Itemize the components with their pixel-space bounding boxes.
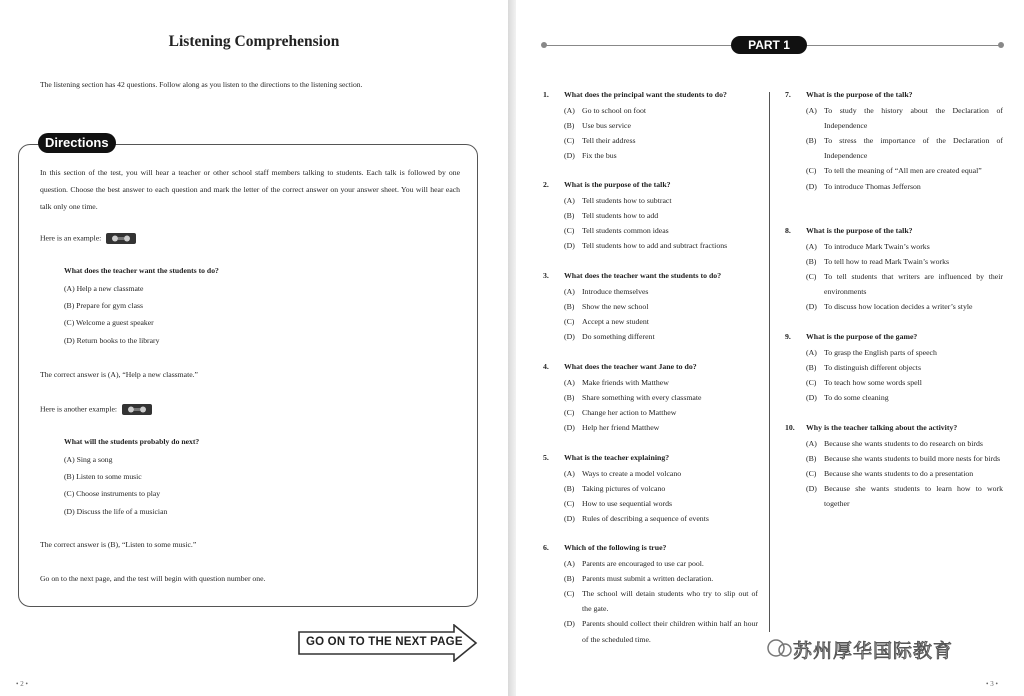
answer-option[interactable] xyxy=(564,481,758,496)
option-letter: (B) xyxy=(806,136,817,146)
page-title: Listening Comprehension xyxy=(168,33,340,50)
option-letter: (D) xyxy=(806,393,817,403)
answer-option[interactable] xyxy=(806,481,1003,511)
answer-options xyxy=(543,375,758,435)
option-letter: (B) xyxy=(564,302,575,312)
option-letter: (D) xyxy=(564,332,575,342)
option-text: Because she wants students to do a presentation xyxy=(824,469,974,479)
question-stem: What does the principal want the students to do? xyxy=(564,90,727,99)
option-text: Change her action to Matthew xyxy=(582,408,677,418)
option-letter: (A) xyxy=(806,242,817,252)
option-text: Use bus service xyxy=(582,121,631,131)
option-text: Taking pictures of volcano xyxy=(582,484,666,494)
question-block xyxy=(785,330,1003,405)
option-text: How to use sequential words xyxy=(582,499,673,509)
option-text: Tell their address xyxy=(582,136,636,146)
answer-options xyxy=(543,193,758,253)
go-on-instruction: Go on to the next page, and the test will begin with question number one. xyxy=(40,574,266,583)
option-text: Parents should collect their children within half an hour of the scheduled time. xyxy=(582,619,758,644)
answer-options xyxy=(543,556,758,647)
option-text: Show the new school xyxy=(582,302,649,312)
example-label: Here is an example: xyxy=(40,232,137,245)
example-option: (D) Discuss the life of a musician xyxy=(64,506,168,516)
answer-option[interactable] xyxy=(564,390,758,405)
example-label: Here is another example: xyxy=(40,403,153,416)
option-text: Introduce themselves xyxy=(582,287,649,297)
answer-option[interactable] xyxy=(806,254,1003,269)
answer-option[interactable] xyxy=(806,466,1003,481)
answer-option[interactable] xyxy=(806,133,1003,163)
option-letter: (A) xyxy=(564,469,575,479)
question-number: 2. xyxy=(543,180,549,189)
question-stem: What is the purpose of the talk? xyxy=(806,90,913,99)
option-text: Because she wants students to build more nests for birds xyxy=(824,454,1001,464)
option-text: The school will detain students who try to slip out of the gate. xyxy=(582,589,758,614)
answer-options xyxy=(543,103,758,163)
question-stem: What is the purpose of the talk? xyxy=(564,180,671,189)
question-number: 4. xyxy=(543,362,549,371)
answer-options xyxy=(785,436,1003,511)
book-gutter xyxy=(508,0,516,696)
answer-option[interactable] xyxy=(806,299,1003,314)
question-text xyxy=(543,360,758,375)
option-text: To tell how to read Mark Twain’s works xyxy=(824,257,950,267)
answer-option[interactable] xyxy=(564,405,758,420)
option-letter: (B) xyxy=(564,211,575,221)
answer-option[interactable] xyxy=(806,239,1003,254)
answer-options xyxy=(543,284,758,344)
answer-options xyxy=(785,345,1003,405)
question-text xyxy=(543,451,758,466)
answer-option[interactable] xyxy=(806,375,1003,390)
answer-options xyxy=(785,103,1003,194)
intro-text: The listening section has 42 questions. Follow along as you listen to the directions to the listening section. xyxy=(40,80,363,89)
answer-option[interactable] xyxy=(564,466,758,481)
answer-option[interactable] xyxy=(564,193,758,208)
question-number: 9. xyxy=(785,332,791,341)
question-number: 5. xyxy=(543,453,549,462)
page-number: • 3 • xyxy=(986,680,998,688)
option-text: To study the history about the Declaration of Independence xyxy=(824,106,1003,131)
answer-option[interactable] xyxy=(564,329,758,344)
answer-option[interactable] xyxy=(806,451,1003,466)
question-stem: What is the purpose of the talk? xyxy=(806,226,913,235)
option-text: To distinguish different objects xyxy=(824,363,921,373)
option-letter: (D) xyxy=(564,619,575,629)
answer-option[interactable] xyxy=(564,148,758,163)
question-block xyxy=(543,360,758,435)
answer-option[interactable] xyxy=(806,360,1003,375)
answer-option[interactable] xyxy=(564,223,758,238)
answer-option[interactable] xyxy=(564,118,758,133)
directions-text: In this section of the test, you will hear a teacher or other school staff members talking to students. Each talk is followed by one question. Choose the best answer to each question and mark the letter of the correct answer on your answer sheet. You will hear each talk only one time. xyxy=(40,168,460,212)
option-text: Go to school on foot xyxy=(582,106,647,116)
option-text: Tell students how to add xyxy=(582,211,659,221)
option-text: To grasp the English parts of speech xyxy=(824,348,937,358)
option-text: To tell the meaning of “All men are created equal” xyxy=(824,166,982,176)
option-letter: (A) xyxy=(806,106,817,116)
answer-options xyxy=(543,466,758,526)
example-answer: The correct answer is (B), “Listen to some music.” xyxy=(40,540,197,549)
answer-option[interactable] xyxy=(564,556,758,571)
answer-option[interactable] xyxy=(564,238,758,253)
answer-option[interactable] xyxy=(806,345,1003,360)
answer-option[interactable] xyxy=(564,571,758,586)
option-letter: (C) xyxy=(564,589,575,599)
rule-dot xyxy=(541,42,547,48)
question-block xyxy=(785,224,1003,315)
option-letter: (C) xyxy=(564,317,575,327)
question-text xyxy=(785,88,1003,103)
answer-option[interactable] xyxy=(564,314,758,329)
option-letter: (B) xyxy=(564,574,575,584)
question-stem: What is the teacher explaining? xyxy=(564,453,670,462)
question-text xyxy=(785,224,1003,239)
option-text: To introduce Thomas Jefferson xyxy=(824,181,921,191)
question-text xyxy=(785,421,1003,436)
question-number: 7. xyxy=(785,90,791,99)
option-text: To do some cleaning xyxy=(824,393,889,403)
option-text: To teach how some words spell xyxy=(824,378,922,388)
option-text: Help her friend Matthew xyxy=(582,423,660,433)
question-block xyxy=(785,88,1003,194)
part-label: PART 1 xyxy=(731,36,807,54)
option-letter: (D) xyxy=(564,151,575,161)
answer-option[interactable] xyxy=(564,511,758,526)
question-text xyxy=(785,330,1003,345)
option-letter: (B) xyxy=(564,393,575,403)
directions-tab: Directions xyxy=(38,133,116,153)
question-text xyxy=(543,178,758,193)
example-option: (A) Sing a song xyxy=(64,455,113,464)
option-letter: (D) xyxy=(564,241,575,251)
option-letter: (D) xyxy=(564,514,575,524)
option-letter: (C) xyxy=(806,272,817,282)
option-letter: (C) xyxy=(564,408,575,418)
option-letter: (C) xyxy=(564,136,575,146)
answer-option[interactable] xyxy=(564,375,758,390)
question-stem: Which of the following is true? xyxy=(564,543,667,552)
example-option: (C) Choose instruments to play xyxy=(64,489,161,499)
answer-option[interactable] xyxy=(564,420,758,435)
answer-option[interactable] xyxy=(564,616,758,646)
example-option: (C) Welcome a guest speaker xyxy=(64,318,154,328)
option-letter: (B) xyxy=(564,484,575,494)
question-stem: What does the teacher want the students to do? xyxy=(564,271,722,280)
option-text: Tell students how to add and subtract fractions xyxy=(582,241,728,251)
watermark-text: 苏州厚华国际教育 xyxy=(793,640,954,662)
option-letter: (B) xyxy=(564,121,575,131)
question-block xyxy=(543,269,758,344)
question-number: 3. xyxy=(543,271,549,280)
option-text: To discuss how location decides a writer’s style xyxy=(824,302,973,312)
option-text: Ways to create a model volcano xyxy=(582,469,682,479)
question-block xyxy=(785,421,1003,512)
option-letter: (D) xyxy=(806,484,817,494)
option-letter: (A) xyxy=(564,559,575,569)
question-text xyxy=(543,88,758,103)
option-letter: (C) xyxy=(806,469,817,479)
example-options xyxy=(64,454,167,523)
answer-options xyxy=(785,239,1003,314)
option-text: To introduce Mark Twain’s works xyxy=(824,242,930,252)
option-text: Because she wants students to do research on birds xyxy=(824,439,983,449)
answer-option[interactable] xyxy=(806,103,1003,133)
option-letter: (D) xyxy=(806,181,817,191)
answer-option[interactable] xyxy=(806,269,1003,299)
question-text xyxy=(543,269,758,284)
question-block xyxy=(543,178,758,253)
option-text: Rules of describing a sequence of events xyxy=(582,514,709,524)
answer-option[interactable] xyxy=(806,163,1003,178)
rule-dot xyxy=(998,42,1004,48)
example-option: (B) Listen to some music xyxy=(64,472,142,482)
question-number: 1. xyxy=(543,90,549,99)
option-letter: (A) xyxy=(806,439,817,449)
option-letter: (B) xyxy=(806,454,817,464)
question-stem: What is the purpose of the game? xyxy=(806,332,918,341)
option-letter: (A) xyxy=(564,378,575,388)
option-text: Share something with every classmate xyxy=(582,393,702,403)
option-letter: (A) xyxy=(564,106,575,116)
example-option: (D) Return books to the library xyxy=(64,335,160,345)
answer-option[interactable] xyxy=(564,133,758,148)
option-letter: (B) xyxy=(806,363,817,373)
question-block xyxy=(543,451,758,526)
option-letter: (C) xyxy=(564,499,575,509)
option-letter: (A) xyxy=(564,196,575,206)
answer-option[interactable] xyxy=(564,496,758,511)
option-text: To tell students that writers are influenced by their environments xyxy=(824,272,1003,297)
question-number: 10. xyxy=(785,423,795,432)
example-answer: The correct answer is (A), “Help a new classmate.” xyxy=(40,370,198,379)
option-text: Tell students common ideas xyxy=(582,226,669,236)
next-page-button[interactable]: GO ON TO THE NEXT PAGE xyxy=(306,636,463,648)
option-text: Parents are encouraged to use car pool. xyxy=(582,559,704,569)
answer-option[interactable] xyxy=(564,208,758,223)
question-block xyxy=(543,541,758,647)
answer-option[interactable] xyxy=(806,436,1003,451)
option-text: Tell students how to subtract xyxy=(582,196,672,206)
option-text: To stress the importance of the Declaration of Independence xyxy=(824,136,1003,161)
example-option: (A) Help a new classmate xyxy=(64,284,144,293)
option-text: Because she wants students to learn how to work together xyxy=(824,484,1003,509)
option-letter: (C) xyxy=(564,226,575,236)
question-number: 8. xyxy=(785,226,791,235)
page-number: • 2 • xyxy=(16,680,28,688)
option-letter: (C) xyxy=(806,166,817,176)
option-letter: (B) xyxy=(806,257,817,267)
question-number: 6. xyxy=(543,543,549,552)
question-stem: What does the teacher want Jane to do? xyxy=(564,362,697,371)
question-stem: Why is the teacher talking about the activity? xyxy=(806,423,958,432)
option-letter: (A) xyxy=(806,348,817,358)
example-question: What does the teacher want the students to do? xyxy=(64,266,219,275)
answer-option[interactable] xyxy=(564,586,758,616)
answer-option[interactable] xyxy=(564,284,758,299)
option-text: Fix the bus xyxy=(582,151,617,161)
option-letter: (D) xyxy=(806,302,817,312)
answer-option[interactable] xyxy=(806,179,1003,194)
question-text xyxy=(543,541,758,556)
option-text: Accept a new student xyxy=(582,317,649,327)
example-options xyxy=(64,283,159,352)
column-divider xyxy=(769,92,770,632)
option-text: Make friends with Matthew xyxy=(582,378,669,388)
option-letter: (C) xyxy=(806,378,817,388)
cassette-icon xyxy=(121,403,153,416)
option-letter: (D) xyxy=(564,423,575,433)
option-letter: (A) xyxy=(564,287,575,297)
answer-option[interactable] xyxy=(806,390,1003,405)
option-text: Do something different xyxy=(582,332,655,342)
cassette-icon xyxy=(105,232,137,245)
answer-option[interactable] xyxy=(564,299,758,314)
example-question: What will the students probably do next? xyxy=(64,437,200,446)
option-text: Parents must submit a written declaration. xyxy=(582,574,714,584)
answer-option[interactable] xyxy=(564,103,758,118)
example-option: (B) Prepare for gym class xyxy=(64,301,143,311)
question-block xyxy=(543,88,758,163)
